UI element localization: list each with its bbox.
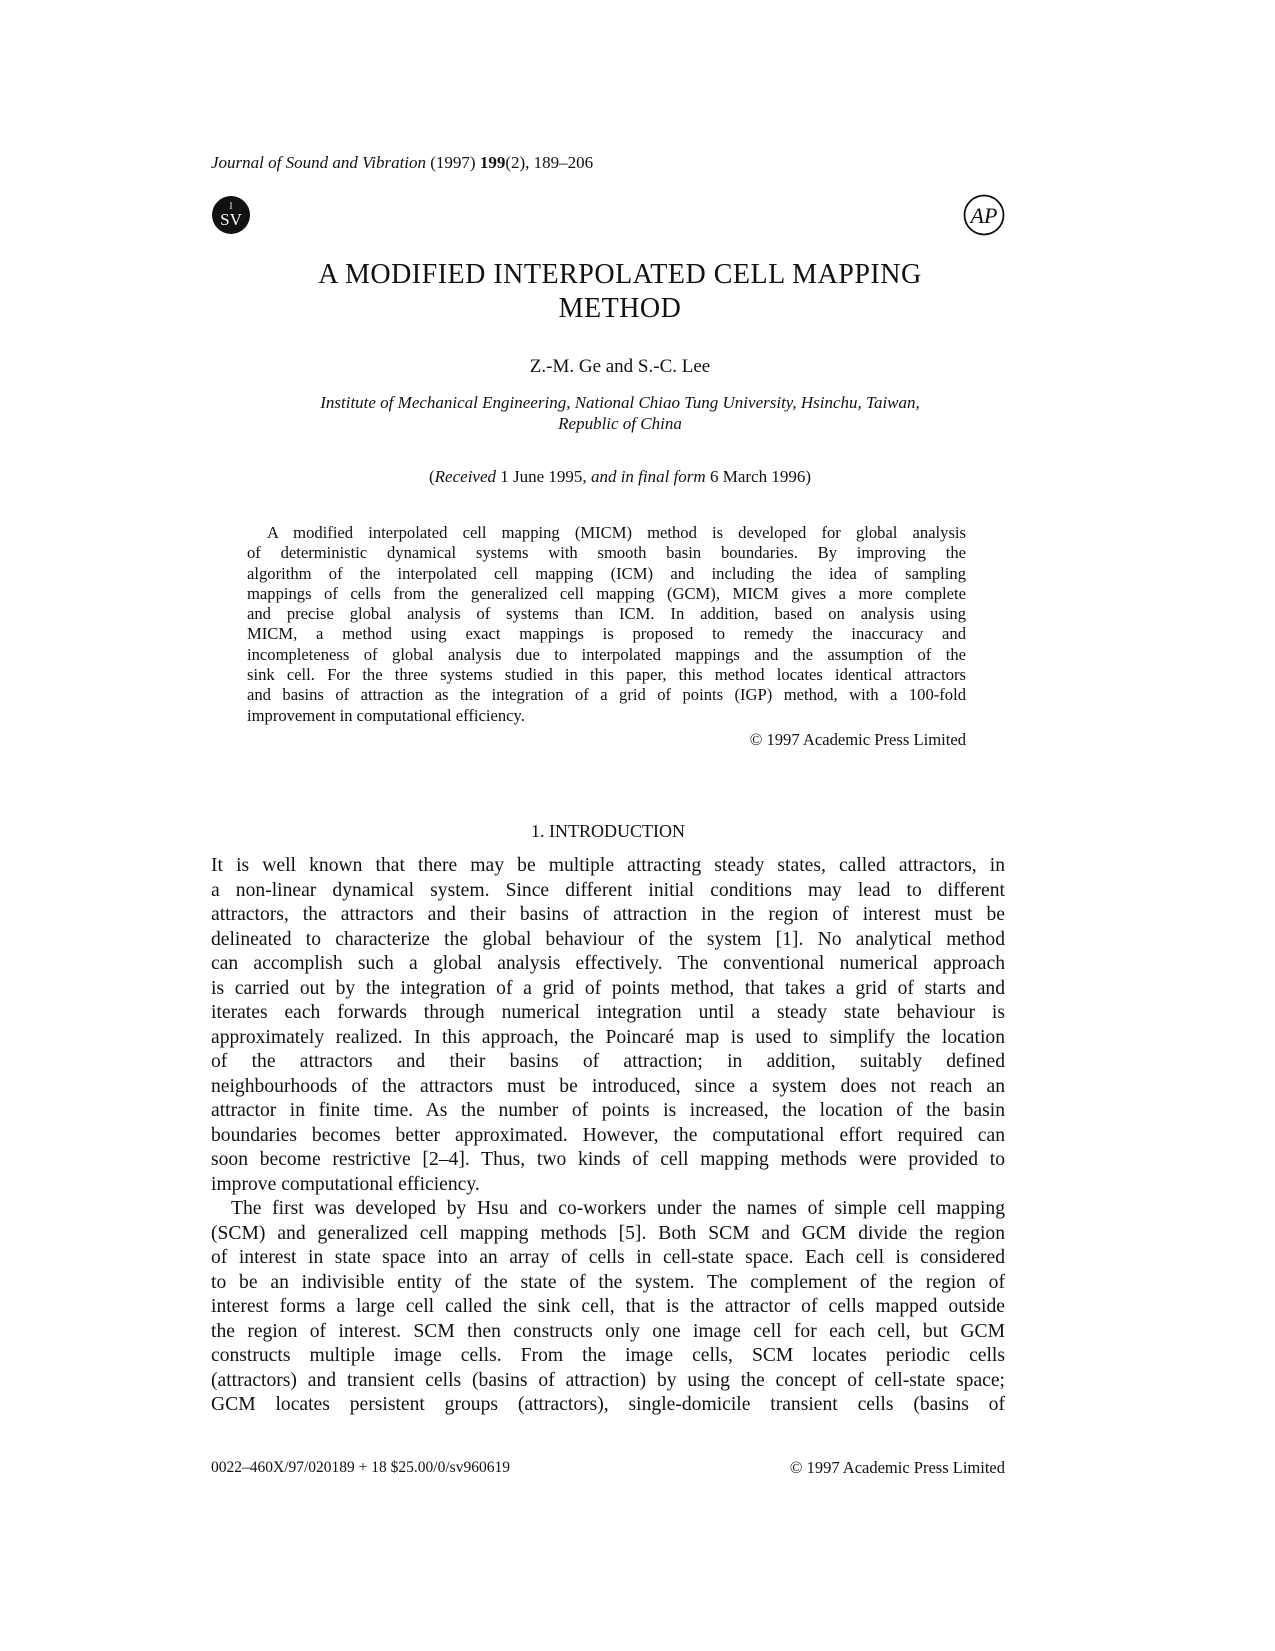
- sv-logo-icon: [211, 195, 251, 235]
- body-line: constructs multiple image cells. From the image cells, SCM locates periodic cells: [211, 1345, 1005, 1366]
- body-line: is carried out by the integration of a grid of points method, that takes a grid of starts and: [211, 977, 1005, 999]
- received-label: Received: [434, 467, 497, 486]
- body-line: improve computational efficiency.: [211, 1173, 480, 1195]
- svg-text:SV: SV: [220, 210, 242, 229]
- abstract-line: sink cell. For the three systems studied in this paper, this method locates identical attractors: [247, 665, 966, 685]
- journal-issue-pages: (2), 189–206: [505, 153, 594, 172]
- journal-name: Journal of Sound and Vibration: [211, 153, 427, 172]
- svg-text:AP: AP: [970, 203, 998, 228]
- introduction-body: [211, 854, 1005, 1418]
- authors: Z.-M. Ge and S.-C. Lee: [529, 356, 711, 377]
- body-line: a non-linear dynamical system. Since different initial conditions may lead to different: [211, 879, 1005, 901]
- body-line: delineated to characterize the global behaviour of the system [1]. No analytical method: [211, 928, 1005, 950]
- abstract-line: improvement in computational efficiency.: [247, 705, 525, 725]
- paper-title-line-2: METHOD: [558, 293, 682, 324]
- journal-year: (1997): [430, 153, 476, 172]
- body-line: (attractors) and transient cells (basins of attraction) by using the concept of cell-state space;: [211, 1369, 1005, 1391]
- abstract-line: and basins of attraction as the integration of a grid of points (IGP) method, with a 100-fold: [247, 685, 966, 705]
- abstract-line: A modified interpolated cell mapping (MICM) method is developed for global analysis: [267, 523, 966, 542]
- affiliation-line-2: Republic of China: [558, 414, 682, 433]
- abstract-line: MICM, a method using exact mappings is proposed to remedy the inaccuracy and: [247, 624, 966, 644]
- footer-copyright: © 1997 Academic Press Limited: [789, 1458, 1005, 1477]
- footer-code: 0022–460X/97/020189 + 18 $25.00/0/sv960619: [211, 1459, 510, 1476]
- abstract: [247, 523, 966, 726]
- paper-title-line-1: A MODIFIED INTERPOLATED CELL MAPPING: [318, 259, 922, 290]
- abstract-line: of deterministic dynamical systems with smooth basin boundaries. By improving the: [247, 543, 966, 563]
- section-heading: 1. INTRODUCTION: [531, 821, 685, 841]
- body-line: can accomplish such a global analysis effectively. The conventional numerical approach: [211, 953, 1005, 974]
- ap-logo: [963, 194, 1005, 236]
- abstract-line: incompleteness of global analysis due to interpolated mappings and the assumption of the: [247, 644, 966, 664]
- abstract-copyright: © 1997 Academic Press Limited: [749, 730, 966, 749]
- body-line: attractor in finite time. As the number of points is increased, the location of the basin: [211, 1100, 1005, 1121]
- body-line: soon become restrictive [2–4]. Thus, two kinds of cell mapping methods were provided to: [211, 1149, 1005, 1170]
- body-line: It is well known that there may be multiple attracting steady states, called attractors, in: [211, 855, 1005, 876]
- body-line: interest forms a large cell called the sink cell, that is the attractor of cells mapped outside: [211, 1296, 1005, 1317]
- body-line: of the attractors and their basins of attraction; in addition, suitably defined: [211, 1051, 1005, 1072]
- abstract-line: and precise global analysis of systems than ICM. In addition, based on analysis using: [247, 604, 966, 624]
- body-line: attractors, the attractors and their basins of attraction in the region of interest must be: [211, 904, 1005, 925]
- sv-logo: [211, 195, 251, 235]
- body-line: the region of interest. SCM then constructs only one image cell for each cell, but GCM: [211, 1320, 1005, 1342]
- body-line: (SCM) and generalized cell mapping methods [5]. Both SCM and GCM divide the region: [211, 1222, 1005, 1244]
- body-line: to be an indivisible entity of the state of the system. The complement of the region of: [211, 1271, 1005, 1293]
- body-line: The first was developed by Hsu and co-workers under the names of simple cell mapping: [231, 1198, 1005, 1219]
- received-dates: (Received 1 June 1995, and in final form 6 March 1996): [429, 467, 811, 486]
- affiliation-line-1: Institute of Mechanical Engineering, National Chiao Tung University, Hsinchu, Taiwan,: [320, 393, 920, 412]
- body-line: boundaries becomes better approximated. However, the computational effort required can: [211, 1124, 1005, 1146]
- body-line: approximately realized. In this approach, the Poincaré map is used to simplify the location: [211, 1026, 1005, 1048]
- body-line: GCM locates persistent groups (attractors), single-domicile transient cells (basins of: [211, 1394, 1005, 1415]
- final-form-label: and in final form: [590, 467, 706, 486]
- svg-text:I: I: [229, 201, 233, 211]
- body-line: of interest in state space into an array of cells in cell-state space. Each cell is considered: [211, 1247, 1005, 1268]
- ap-logo-icon: [963, 194, 1005, 236]
- abstract-line: algorithm of the interpolated cell mapping (ICM) and including the idea of sampling: [247, 563, 966, 583]
- journal-citation: [211, 152, 593, 174]
- body-line: iterates each forwards through numerical integration until a steady state behaviour is: [211, 1002, 1005, 1023]
- body-line: neighbourhoods of the attractors must be introduced, since a system does not reach an: [211, 1075, 1005, 1097]
- abstract-line: mappings of cells from the generalized cell mapping (GCM), MICM gives a more complete: [247, 583, 966, 603]
- journal-volume: 199: [479, 153, 506, 172]
